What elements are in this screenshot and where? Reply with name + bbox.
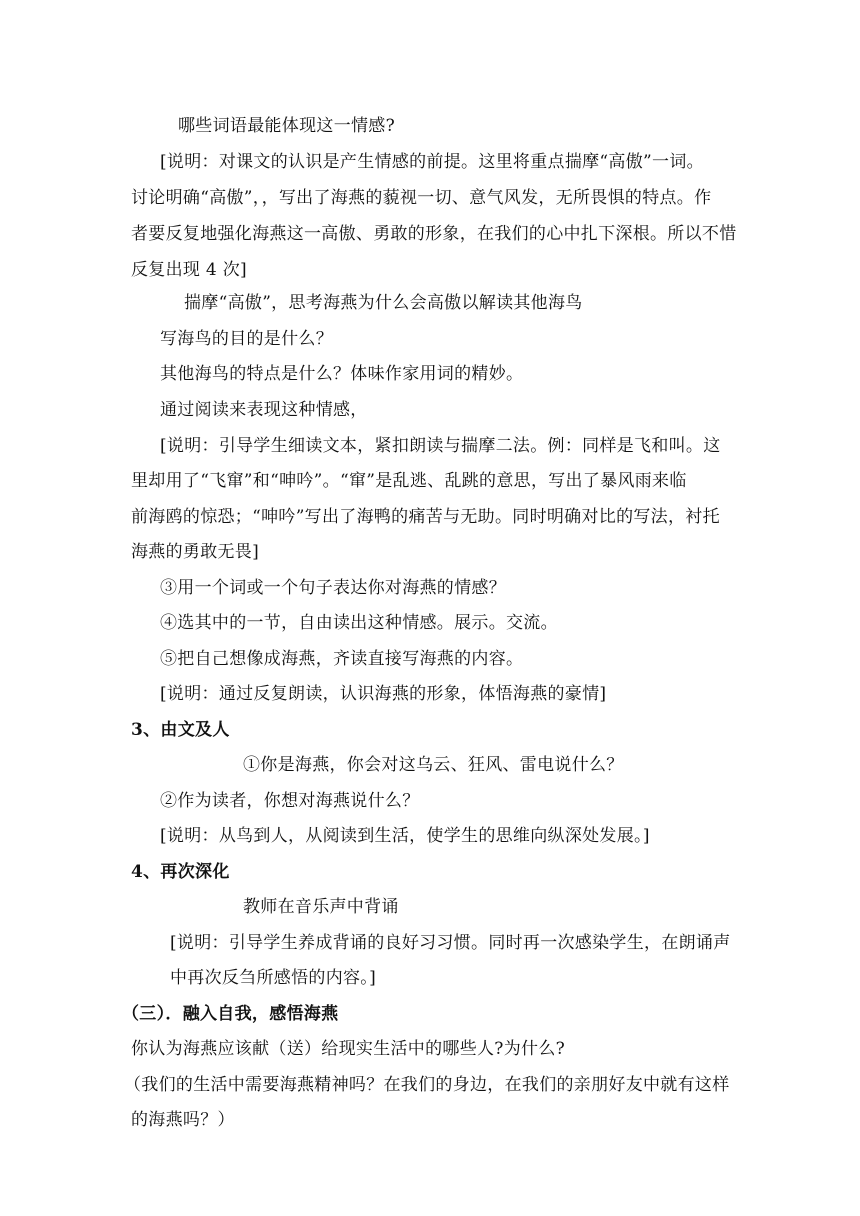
note-line: [说明：引导学生细读文本，紧扣朗读与揣摩二法。例：同样是飞和叫。这 [160, 436, 721, 456]
text-line: 教师在音乐声中背诵 [243, 897, 399, 917]
section-heading: （三）．融入自我，感悟海燕 [122, 1004, 339, 1024]
text-line: （我们的生活中需要海燕精神吗？在我们的身边，在我们的亲朋好友中就有这样 [124, 1075, 730, 1095]
note-line: 中再次反刍所感悟的内容。] [170, 968, 377, 988]
note-line: [说明：通过反复朗读，认识海燕的形象，体悟海燕的豪情] [160, 684, 607, 704]
note-line: 前海鸥的惊恐；“呻吟”写出了海鸭的痛苦与无助。同时明确对比的写法，衬托 [131, 507, 720, 527]
note-line: [说明：从鸟到人，从阅读到生活，使学生的思维向纵深处发展。] [160, 826, 650, 846]
question-line: 写海鸟的目的是什么？ [160, 329, 333, 349]
note-line: 反复出现 4 次] [131, 260, 247, 280]
list-item: ②作为读者，你想对海燕说什么？ [160, 791, 420, 811]
question-line: 其他海鸟的特点是什么？体味作家用词的精妙。 [160, 364, 524, 384]
list-item: ①你是海燕，你会对这乌云、狂风、雷电说什么？ [243, 755, 624, 775]
note-line: 里却用了“飞窜”和“呻吟”。“窜”是乱逃、乱跳的意思，写出了暴风雨来临 [131, 471, 687, 491]
note-line: [说明：引导学生养成背诵的良好习习惯。同时再一次感染学生，在朗诵声 [170, 933, 731, 953]
section-heading: 4、再次深化 [131, 862, 230, 882]
question-line: 哪些词语最能体现这一情感? [178, 116, 396, 136]
question-line: 你认为海燕应该献（送）给现实生活中的哪些人?为什么? [131, 1039, 566, 1059]
section-heading: 3、由文及人 [131, 720, 230, 740]
note-line: 者要反复地强化海燕这一高傲、勇敢的形象，在我们的心中扎下深根。所以不惜 [131, 224, 737, 244]
text-line: 通过阅读来表现这种情感， [160, 400, 368, 420]
note-line: [说明：对课文的认识是产生情感的前提。这里将重点揣摩“高傲”一词。 [160, 152, 704, 172]
list-item: ④选其中的一节，自由读出这种情感。展示。交流。 [160, 613, 558, 633]
text-line: 揣摩“高傲”，思考海燕为什么会高傲以解读其他海鸟 [184, 293, 583, 313]
note-line: 海燕的勇敢无畏] [131, 542, 260, 562]
note-line: 讨论明确“高傲”，，写出了海燕的藐视一切、意气风发，无所畏惧的特点。作 [131, 188, 712, 208]
text-line: 的海燕吗？） [131, 1110, 235, 1130]
list-item: ⑤把自己想像成海燕，齐读直接写海燕的内容。 [160, 649, 524, 669]
list-item: ③用一个词或一个句子表达你对海燕的情感？ [160, 578, 506, 598]
